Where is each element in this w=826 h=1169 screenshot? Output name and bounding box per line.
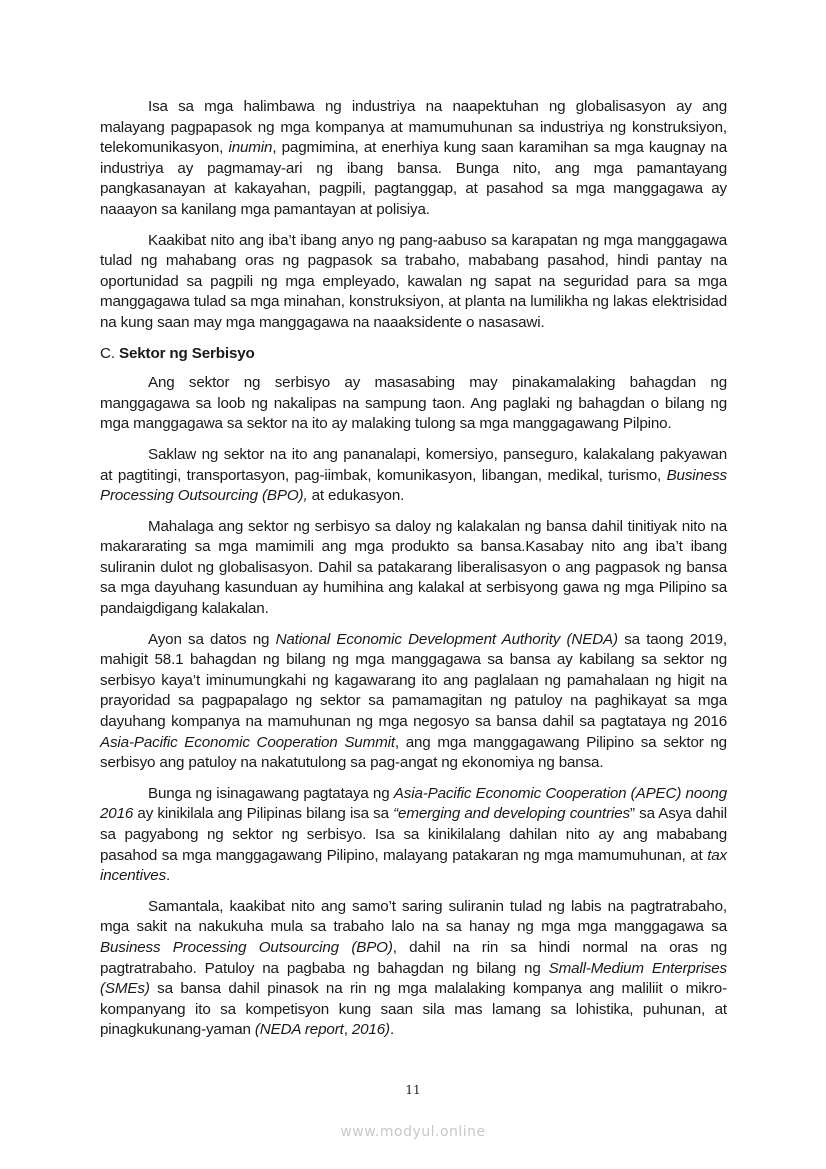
section-heading-prefix: C.	[100, 344, 119, 362]
text-run: Mahalaga ang sektor ng serbisyo sa daloy ng kalakalan ng bansa dahil tinitiyak nito na makararating sa mga mamimili ang mga produkto sa bansa.Kasabay nito ang iba’t ibang suliranin dulot ng globalisasyon. Dahil sa patakarang liberalisasyon o ang pagpasok ng bansa sa mga dayuhang kasunduan ay humihina ang kalakal at serbisyong gawa ng mga Pilipino sa pandaigdigang kalakalan.	[100, 517, 727, 618]
text-run: sa bansa dahil pinasok na rin ng mga malalaking kompanya ang maliliit o mikro-kompanyang ito sa kompetisyon kung saan sila mas lamang sa lohistika, puhunan, at pinagkukunang-yaman	[100, 980, 727, 1039]
text-run: ” sa Asya dahil sa pagyabong ng sektor ng serbisyo. Isa sa kinikilalang dahilan nito ay ang mababang pasahod sa mga manggagawang Pilipino, malayang patakaran ng mga mamumuhunan, at	[100, 805, 727, 864]
document-page	[100, 97, 727, 1051]
paragraph-p4	[100, 445, 727, 507]
page-number: 11	[405, 1083, 421, 1097]
italic-text-run: Business Processing Outsourcing (BPO),	[100, 466, 727, 505]
section-paragraphs	[100, 373, 727, 1041]
italic-text-run: National Economic Development Authority (NEDA)	[275, 630, 618, 648]
intro-paragraphs	[100, 97, 727, 334]
italic-text-run: 2016)	[351, 1021, 390, 1039]
italic-text-run: Business Processing Outsourcing (BPO)	[100, 938, 393, 956]
text-run: , ang mga manggagawang Pilipino sa sektor ng serbisyo ang patuloy na nakatutulong sa pag-angat ng ekonomiya ng bansa.	[100, 733, 727, 772]
italic-text-run: Asia-Pacific Economic Cooperation Summit	[100, 733, 395, 751]
italic-text-run: Asia-Pacific Economic Cooperation (APEC) noong 2016	[100, 784, 727, 823]
paragraph-p5	[100, 517, 727, 620]
paragraph-p8	[100, 897, 727, 1041]
paragraph-p1	[100, 97, 727, 221]
text-run: Bunga ng isinagawang pagtataya ng	[148, 784, 394, 802]
paragraph-p2	[100, 231, 727, 334]
text-run: ,	[343, 1021, 352, 1039]
text-run: Kaakibat nito ang iba’t ibang anyo ng pang-aabuso sa karapatan ng mga manggagawa tulad ng mahabang oras ng pagpasok sa trabaho, mababang pasahod, hindi pantay na oportunidad sa pagpili ng mga empleyado, kawalan ng sapat na seguridad para sa mga manggagawa tulad sa mga minahan, konstruksiyon, at planta na lumilikha ng lakas elektrisidad na kung saan may mga manggagawa na naaaksidente o nasasawi.	[100, 231, 727, 331]
text-run: , pagmimina, at enerhiya kung saan karamihan sa mga kaugnay na industriya ay pagmamay-ari ng ibang bansa. Bunga nito, ang mga pamantayang pangkasanayan at kakayahan, pagpili, pagtanggap, at pasahod sa mga manggagawa ay naaayon sa kanilang mga pamantayan at polisiya.	[100, 139, 728, 218]
text-run: at edukasyon.	[307, 487, 405, 505]
text-run: .	[166, 867, 171, 885]
watermark: www.modyul.online	[340, 1124, 486, 1140]
text-run: sa taong 2019, mahigit 58.1 bahagdan ng bilang ng mga manggagawa sa bansa ay kabilang sa sektor ng serbisyo kaya’t iminumungkahi ng kagawarang ito ang paglalaan ng pamahalaan ng higit na prayoridad sa pagpapalago ng sektor sa pamamagitan ng patuloy na paghikayat sa mga dayuhang kompanya na mamuhunan ng mga negosyo sa bansa dahil sa pagtataya ng 2016	[100, 630, 727, 731]
text-run: Saklaw ng sektor na ito ang pananalapi, komersiyo, panseguro, kalakalang pakyawan at pagtitingi, transportasyon, pag-iimbak, komunikasyon, libangan, medikal, turismo,	[100, 445, 727, 484]
italic-text-run: tax incentives	[100, 846, 727, 885]
section-heading-title: Sektor ng Serbisyo	[118, 344, 255, 362]
text-run: Isa sa mga halimbawa ng industriya na naapektuhan ng globalisasyon ay ang malayang pagpapasok ng mga kompanya at mamumuhunan sa industriya ng konstruksiyon, telekomunikasyon,	[100, 98, 727, 157]
text-run: ay kinikilala ang Pilipinas bilang isa sa	[133, 805, 394, 823]
italic-text-run: Small-Medium Enterprises (SMEs)	[100, 959, 728, 998]
text-run: .	[389, 1021, 395, 1039]
text-run: , dahil na rin sa hindi normal na oras ng pagtratrabaho. Patuloy na pagbaba ng bahagdan ng bilang ng	[100, 938, 728, 977]
italic-text-run: “emerging and developing countries	[393, 805, 630, 823]
paragraph-p3	[100, 373, 727, 435]
italic-text-run: (NEDA report	[254, 1021, 344, 1039]
text-run: Ayon sa datos ng	[148, 630, 276, 648]
section-heading	[100, 344, 727, 365]
paragraph-p6	[100, 630, 727, 774]
italic-text-run: inumin	[228, 139, 273, 157]
paragraph-p7	[100, 784, 727, 887]
text-run: Samantala, kaakibat nito ang samo’t saring suliranin tulad ng labis na pagtratrabaho, mga sakit na nakukuha mula sa trabaho lalo na sa hanay ng mga mga manggagawa sa	[100, 897, 727, 936]
text-run: Ang sektor ng serbisyo ay masasabing may pinakamalaking bahagdan ng manggagawa sa loob ng nakalipas na sampung taon. Ang paglaki ng bahagdan o bilang ng mga manggagawa sa sektor na ito ay malaking tulong sa mga manggagawang Pilpino.	[100, 374, 727, 433]
